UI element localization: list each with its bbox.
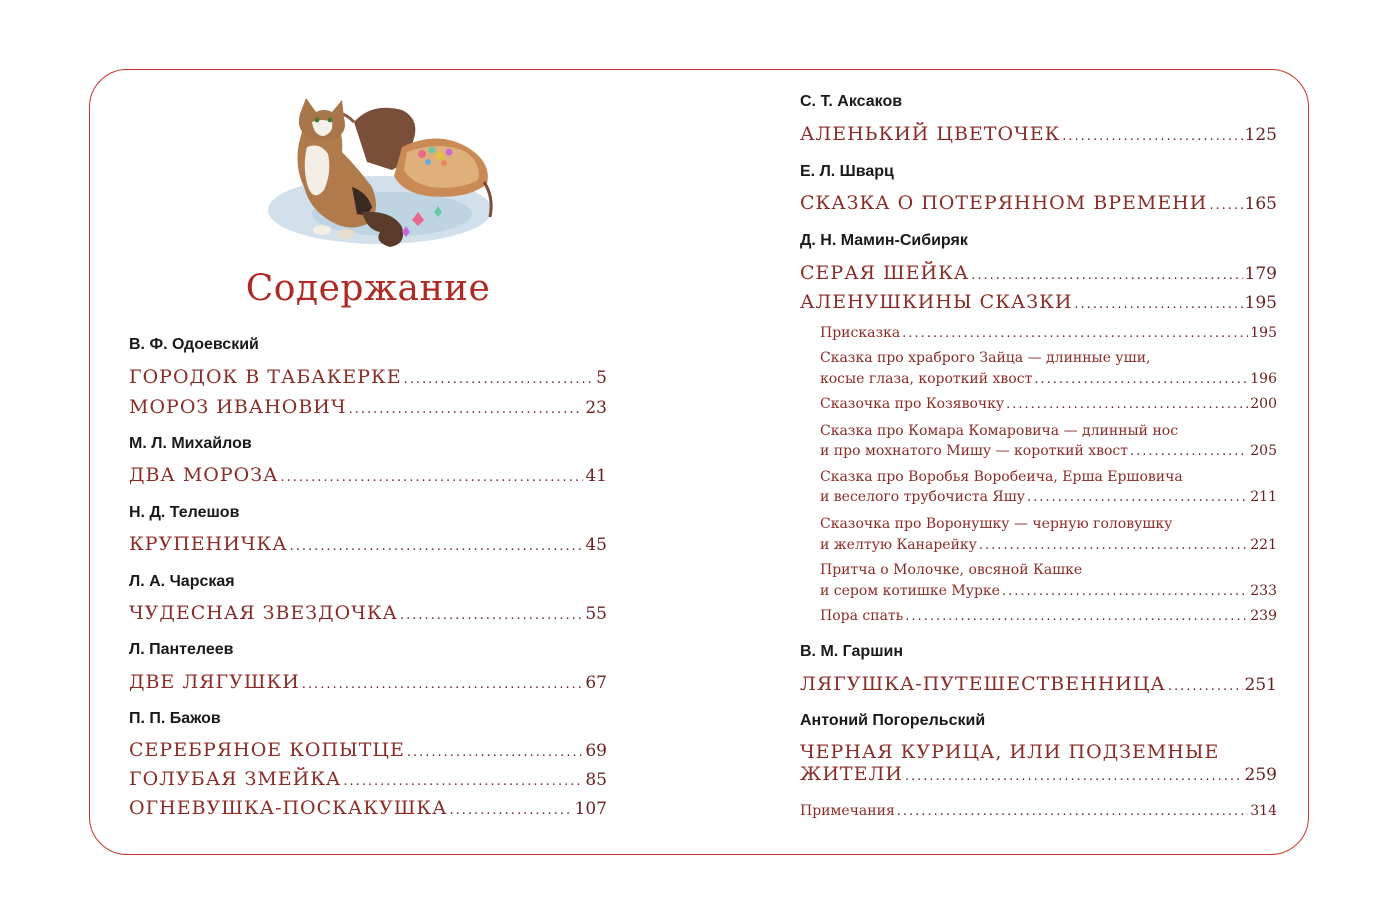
entry-title: ЖИТЕЛИ xyxy=(800,763,903,785)
toc-entry[interactable] xyxy=(800,673,1277,695)
leader-dots xyxy=(1002,584,1248,599)
page-number: 5 xyxy=(596,368,607,388)
entry-title: Присказка xyxy=(820,325,901,341)
author-name: С. Т. Аксаков xyxy=(800,93,903,110)
entry-title: АЛЕНЬКИЙ ЦВЕТОЧЕК xyxy=(800,123,1061,145)
toc-entry[interactable] xyxy=(129,533,607,555)
leader-dots xyxy=(1209,198,1242,213)
entry-title: ГОЛУБАЯ ЗМЕЙКА xyxy=(129,768,342,790)
page-number: 55 xyxy=(585,604,607,624)
leader-dots xyxy=(404,372,595,387)
toc-subentry[interactable] xyxy=(820,537,1277,553)
author-name: Н. Д. Телешов xyxy=(129,504,240,521)
toc-entry[interactable] xyxy=(800,192,1277,214)
toc-entry[interactable] xyxy=(129,396,607,418)
page-number: 195 xyxy=(1244,293,1277,313)
entry-title: СЕРЕБРЯНОЕ КОПЫТЦЕ xyxy=(129,739,405,761)
leader-dots xyxy=(905,769,1243,784)
page-number: 200 xyxy=(1250,396,1277,412)
page-number: 179 xyxy=(1244,264,1277,284)
toc-entry[interactable] xyxy=(800,291,1277,313)
leader-dots xyxy=(1027,490,1248,505)
entry-title-line1: ЧЕРНАЯ КУРИЦА, ИЛИ ПОДЗЕМНЫЕ xyxy=(800,741,1220,763)
toc-subentry[interactable] xyxy=(820,443,1277,459)
leader-dots xyxy=(897,804,1248,819)
toc-subentry[interactable] xyxy=(820,325,1277,341)
entry-title: и сером котишке Мурке xyxy=(820,583,1000,599)
page-number: 69 xyxy=(585,741,607,761)
author-name: В. Ф. Одоевский xyxy=(129,336,259,353)
entry-title: и желтую Канарейку xyxy=(820,537,977,553)
leader-dots xyxy=(905,609,1248,624)
toc-entry[interactable] xyxy=(129,464,607,486)
entry-title: ДВА МОРОЗА xyxy=(129,464,279,486)
entry-title: косые глаза, короткий хвост xyxy=(820,371,1033,387)
entry-title: и веселого трубочиста Яшу xyxy=(820,489,1025,505)
author-name: Е. Л. Шварц xyxy=(800,163,894,180)
page-number: 165 xyxy=(1244,194,1277,214)
page-number: 233 xyxy=(1250,583,1277,599)
entry-title: Сказочка про Козявочку xyxy=(820,396,1005,412)
page-number: 196 xyxy=(1250,371,1277,387)
toc-subentry[interactable] xyxy=(820,583,1277,599)
toc-entry[interactable] xyxy=(800,763,1277,785)
entry-title-line1: Сказка про Комара Комаровича — длинный нос xyxy=(820,423,1179,439)
leader-dots xyxy=(1074,297,1242,312)
leader-dots xyxy=(449,803,572,818)
page-number: 85 xyxy=(585,770,607,790)
page-number: 211 xyxy=(1250,489,1277,505)
toc-entry[interactable] xyxy=(129,602,607,624)
author-name: В. М. Гаршин xyxy=(800,643,904,660)
page-number: 314 xyxy=(1250,803,1277,819)
entry-title: ОГНЕВУШКА-ПОСКАКУШКА xyxy=(129,797,448,819)
toc-subentry[interactable] xyxy=(820,396,1277,412)
page-number: 221 xyxy=(1250,537,1277,553)
page-number: 45 xyxy=(585,535,607,555)
entry-title: СЕРАЯ ШЕЙКА xyxy=(800,262,970,284)
leader-dots xyxy=(971,268,1242,283)
page-number: 205 xyxy=(1250,443,1277,459)
leader-dots xyxy=(400,608,583,623)
cat-illustration xyxy=(262,92,507,252)
author-name: Л. Пантелеев xyxy=(129,641,234,658)
entry-title: Примечания xyxy=(800,803,895,819)
entry-title: ЧУДЕСНАЯ ЗВЕЗДОЧКА xyxy=(129,602,398,624)
author-name: Антоний Погорельский xyxy=(800,712,986,729)
toc-entry[interactable] xyxy=(129,671,607,693)
toc-entry[interactable] xyxy=(129,797,607,819)
leader-dots xyxy=(407,745,583,760)
toc-subentry[interactable] xyxy=(820,608,1277,624)
entry-title: ЛЯГУШКА-ПУТЕШЕСТВЕННИЦА xyxy=(800,673,1166,695)
toc-subentry[interactable] xyxy=(820,489,1277,505)
author-name: Л. А. Чарская xyxy=(129,573,235,590)
toc-entry[interactable] xyxy=(800,803,1277,819)
page-number: 195 xyxy=(1250,325,1277,341)
leader-dots xyxy=(349,402,584,417)
entry-title: МОРОЗ ИВАНОВИЧ xyxy=(129,396,347,418)
leader-dots xyxy=(290,539,584,554)
entry-title: ГОРОДОК В ТАБАКЕРКЕ xyxy=(129,366,402,388)
entry-title-line1: Сказочка про Воронушку — черную головушку xyxy=(820,516,1173,532)
toc-entry[interactable] xyxy=(800,262,1277,284)
leader-dots xyxy=(902,326,1248,341)
page-title: Содержание xyxy=(245,268,491,309)
page-number: 107 xyxy=(574,799,607,819)
toc-subentry[interactable] xyxy=(820,371,1277,387)
author-name: П. П. Бажов xyxy=(129,710,221,727)
page-number: 251 xyxy=(1244,675,1277,695)
page-number: 239 xyxy=(1250,608,1277,624)
author-name: М. Л. Михайлов xyxy=(129,435,252,452)
leader-dots xyxy=(1168,679,1243,694)
entry-title: ДВЕ ЛЯГУШКИ xyxy=(129,671,300,693)
leader-dots xyxy=(1034,372,1248,387)
entry-title-line1: Сказка про Воробья Воробеича, Ерша Ершовича xyxy=(820,469,1183,485)
toc-entry[interactable] xyxy=(129,366,607,388)
entry-title-line1: Сказка про храброго Зайца — длинные уши, xyxy=(820,350,1151,366)
page-number: 23 xyxy=(585,398,607,418)
toc-entry[interactable] xyxy=(129,739,607,761)
entry-title: КРУПЕНИЧКА xyxy=(129,533,288,555)
page-number: 41 xyxy=(585,466,607,486)
author-name: Д. Н. Мамин-Сибиряк xyxy=(800,232,968,249)
entry-title: Пора спать xyxy=(820,608,904,624)
entry-title: СКАЗКА О ПОТЕРЯННОМ ВРЕМЕНИ xyxy=(800,192,1208,214)
leader-dots xyxy=(302,677,584,692)
entry-title: АЛЕНУШКИНЫ СКАЗКИ xyxy=(800,291,1073,313)
leader-dots xyxy=(1062,129,1242,144)
page-number: 125 xyxy=(1244,125,1277,145)
leader-dots xyxy=(1130,444,1248,459)
leader-dots xyxy=(979,538,1248,553)
toc-entry[interactable] xyxy=(800,123,1277,145)
page-number: 259 xyxy=(1244,765,1277,785)
leader-dots xyxy=(343,774,583,789)
leader-dots xyxy=(280,470,583,485)
leader-dots xyxy=(1006,397,1248,412)
page-number: 67 xyxy=(585,673,607,693)
entry-title-line1: Притча о Молочке, овсяной Кашке xyxy=(820,562,1083,578)
toc-entry[interactable] xyxy=(129,768,607,790)
entry-title: и про мохнатого Мишу — короткий хвост xyxy=(820,443,1129,459)
